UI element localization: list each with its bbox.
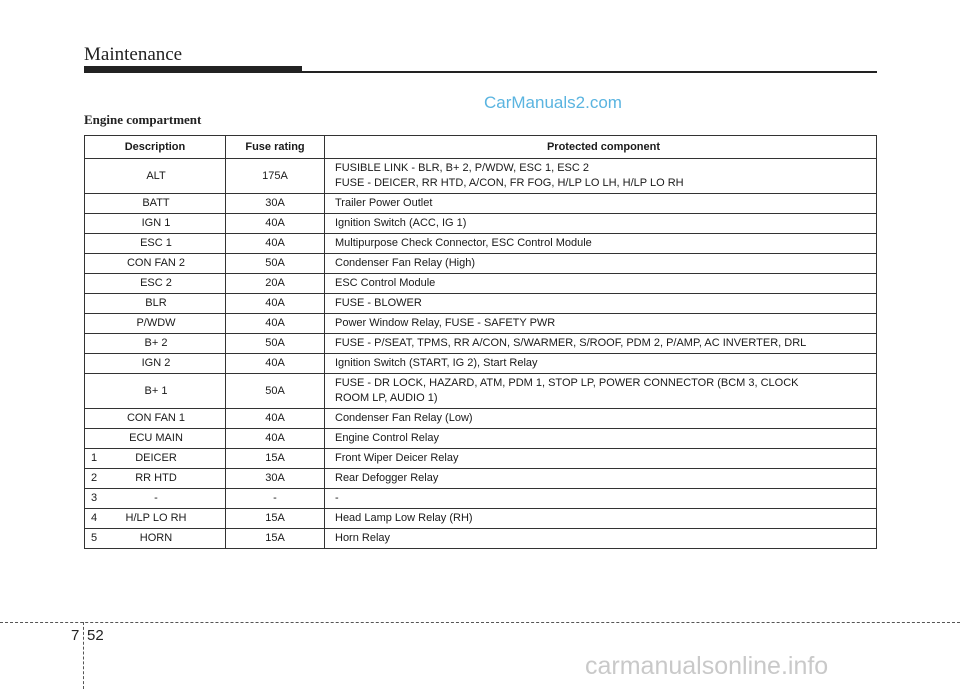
fuse-description: ESC 1 bbox=[140, 237, 172, 249]
protected-component-line: FUSE - BLOWER bbox=[335, 297, 422, 309]
cell-protected-component bbox=[325, 214, 877, 234]
page-chapter-number: 7 bbox=[71, 627, 80, 644]
cell-description bbox=[85, 159, 226, 194]
description-wrap bbox=[89, 196, 221, 211]
fuse-description: DEICER bbox=[135, 452, 177, 464]
table-header-row bbox=[85, 136, 877, 159]
table-row bbox=[85, 529, 877, 549]
protected-component-line: - bbox=[335, 492, 339, 504]
fuse-table-body bbox=[85, 159, 877, 549]
description-wrap bbox=[89, 276, 221, 291]
footer-dashed-divider bbox=[83, 622, 84, 689]
description-wrap bbox=[89, 384, 221, 399]
protected-component-line: FUSIBLE LINK - BLR, B+ 2, P/WDW, ESC 1, ESC 2 bbox=[335, 162, 589, 174]
cell-description bbox=[85, 529, 226, 549]
table-row bbox=[85, 334, 877, 354]
fuse-description: HORN bbox=[139, 532, 173, 544]
table-row bbox=[85, 409, 877, 429]
protected-component-line: Head Lamp Low Relay (RH) bbox=[335, 512, 473, 524]
table-row bbox=[85, 274, 877, 294]
section-title: Engine compartment bbox=[84, 112, 202, 127]
description-wrap bbox=[89, 216, 221, 231]
fuse-description: ECU MAIN bbox=[129, 432, 183, 444]
cell-description bbox=[85, 409, 226, 429]
cell-fuse-rating: 40A bbox=[226, 314, 325, 334]
cell-protected-component bbox=[325, 469, 877, 489]
cell-description bbox=[85, 334, 226, 354]
cell-description bbox=[85, 469, 226, 489]
protected-component-line: Ignition Switch (START, IG 2), Start Relay bbox=[335, 357, 538, 369]
table-row bbox=[85, 314, 877, 334]
cell-protected-component bbox=[325, 449, 877, 469]
protected-component-line: FUSE - DEICER, RR HTD, A/CON, FR FOG, H/LP LO LH, H/LP LO RH bbox=[335, 177, 684, 189]
protected-component-line: Multipurpose Check Connector, ESC Control Module bbox=[335, 237, 592, 249]
description-wrap bbox=[89, 336, 221, 351]
cell-protected-component bbox=[325, 374, 877, 409]
protected-component-line: FUSE - P/SEAT, TPMS, RR A/CON, S/WARMER, S/ROOF, PDM 2, P/AMP, AC INVERTER, DRL bbox=[335, 337, 807, 349]
table-row bbox=[85, 374, 877, 409]
description-wrap bbox=[89, 236, 221, 251]
cell-protected-component bbox=[325, 354, 877, 374]
fuse-description: H/LP LO RH bbox=[125, 512, 187, 524]
table-row bbox=[85, 294, 877, 314]
header-thin-rule bbox=[84, 71, 877, 73]
fuse-description: CON FAN 2 bbox=[126, 257, 186, 269]
cell-description bbox=[85, 509, 226, 529]
cell-description bbox=[85, 314, 226, 334]
page-number: 52 bbox=[87, 627, 104, 644]
cell-fuse-rating: 50A bbox=[226, 374, 325, 409]
cell-description bbox=[85, 489, 226, 509]
cell-fuse-rating: - bbox=[226, 489, 325, 509]
table-row bbox=[85, 234, 877, 254]
fuse-description: IGN 2 bbox=[141, 357, 171, 369]
cell-fuse-rating: 40A bbox=[226, 354, 325, 374]
fuse-number: 4 bbox=[91, 512, 98, 524]
protected-component-line: Ignition Switch (ACC, IG 1) bbox=[335, 217, 467, 229]
description-wrap bbox=[89, 531, 221, 546]
fuse-description: B+ 1 bbox=[144, 384, 168, 397]
protected-component-line: Engine Control Relay bbox=[335, 432, 439, 444]
fuse-description: BATT bbox=[142, 197, 170, 209]
cell-fuse-rating: 15A bbox=[226, 449, 325, 469]
cell-protected-component bbox=[325, 194, 877, 214]
fuse-number: 5 bbox=[91, 532, 98, 544]
cell-protected-component bbox=[325, 334, 877, 354]
cell-protected-component bbox=[325, 314, 877, 334]
table-row bbox=[85, 194, 877, 214]
cell-fuse-rating: 30A bbox=[226, 194, 325, 214]
header-fuse-rating: Fuse rating bbox=[226, 136, 325, 159]
cell-description bbox=[85, 214, 226, 234]
fuse-description: P/WDW bbox=[136, 317, 176, 329]
table-row bbox=[85, 449, 877, 469]
protected-component-line: ESC Control Module bbox=[335, 277, 436, 289]
fuse-description: ESC 2 bbox=[140, 277, 172, 289]
table-row bbox=[85, 159, 877, 194]
cell-description bbox=[85, 449, 226, 469]
cell-fuse-rating: 40A bbox=[226, 234, 325, 254]
description-wrap bbox=[89, 169, 221, 184]
description-wrap bbox=[89, 431, 221, 446]
cell-fuse-rating: 40A bbox=[226, 409, 325, 429]
cell-protected-component bbox=[325, 274, 877, 294]
protected-component-line: ROOM LP, AUDIO 1) bbox=[335, 392, 438, 404]
fuse-number: 2 bbox=[91, 472, 98, 484]
table-row bbox=[85, 429, 877, 449]
cell-fuse-rating: 50A bbox=[226, 334, 325, 354]
cell-fuse-rating: 50A bbox=[226, 254, 325, 274]
protected-component-line: Condenser Fan Relay (High) bbox=[335, 257, 476, 269]
fuse-description: ALT bbox=[146, 169, 166, 182]
cell-protected-component bbox=[325, 489, 877, 509]
cell-fuse-rating: 20A bbox=[226, 274, 325, 294]
header-description: Description bbox=[85, 136, 226, 159]
cell-description bbox=[85, 194, 226, 214]
fuse-description: B+ 2 bbox=[144, 337, 168, 349]
cell-protected-component bbox=[325, 529, 877, 549]
page-header-title: Maintenance bbox=[84, 44, 183, 65]
description-wrap bbox=[89, 356, 221, 371]
cell-fuse-rating: 30A bbox=[226, 469, 325, 489]
description-wrap bbox=[89, 296, 221, 311]
description-wrap bbox=[89, 491, 221, 506]
protected-component-line: Front Wiper Deicer Relay bbox=[335, 452, 459, 464]
fuse-description: BLR bbox=[145, 297, 167, 309]
protected-component-line: Condenser Fan Relay (Low) bbox=[335, 412, 473, 424]
cell-fuse-rating: 15A bbox=[226, 529, 325, 549]
cell-protected-component bbox=[325, 429, 877, 449]
fuse-number: 1 bbox=[91, 452, 98, 464]
description-wrap bbox=[89, 256, 221, 271]
cell-fuse-rating: 15A bbox=[226, 509, 325, 529]
protected-component-line: Rear Defogger Relay bbox=[335, 472, 439, 484]
protected-component-line: Power Window Relay, FUSE - SAFETY PWR bbox=[335, 317, 556, 329]
cell-fuse-rating: 40A bbox=[226, 429, 325, 449]
watermark-bottom: carmanualsonline.info bbox=[585, 652, 829, 680]
description-wrap bbox=[89, 511, 221, 526]
fuse-description: RR HTD bbox=[135, 472, 177, 484]
header-protected-component: Protected component bbox=[325, 136, 877, 159]
table-row bbox=[85, 354, 877, 374]
cell-fuse-rating: 40A bbox=[226, 214, 325, 234]
table-row bbox=[85, 469, 877, 489]
cell-description bbox=[85, 354, 226, 374]
description-wrap bbox=[89, 316, 221, 331]
cell-protected-component bbox=[325, 254, 877, 274]
cell-fuse-rating: 40A bbox=[226, 294, 325, 314]
fuse-description: IGN 1 bbox=[141, 217, 171, 229]
footer-dashed-rule bbox=[0, 622, 960, 623]
cell-description bbox=[85, 294, 226, 314]
watermark-top: CarManuals2.com bbox=[484, 93, 622, 112]
cell-description bbox=[85, 234, 226, 254]
cell-description bbox=[85, 274, 226, 294]
cell-description bbox=[85, 429, 226, 449]
cell-protected-component bbox=[325, 159, 877, 194]
cell-protected-component bbox=[325, 294, 877, 314]
table-row bbox=[85, 509, 877, 529]
cell-description bbox=[85, 374, 226, 409]
description-wrap bbox=[89, 451, 221, 466]
table-row bbox=[85, 254, 877, 274]
fuse-description: - bbox=[154, 492, 158, 504]
description-wrap bbox=[89, 411, 221, 426]
description-wrap bbox=[89, 471, 221, 486]
cell-protected-component bbox=[325, 509, 877, 529]
fuse-description: CON FAN 1 bbox=[126, 412, 186, 424]
fuse-number: 3 bbox=[91, 492, 98, 504]
table-row bbox=[85, 489, 877, 509]
table-row bbox=[85, 214, 877, 234]
fuse-table bbox=[84, 135, 877, 549]
cell-protected-component bbox=[325, 409, 877, 429]
cell-protected-component bbox=[325, 234, 877, 254]
cell-description bbox=[85, 254, 226, 274]
protected-component-line: FUSE - DR LOCK, HAZARD, ATM, PDM 1, STOP LP, POWER CONNECTOR (BCM 3, CLOCK bbox=[335, 377, 799, 389]
protected-component-line: Horn Relay bbox=[335, 532, 391, 544]
protected-component-line: Trailer Power Outlet bbox=[335, 197, 433, 209]
cell-fuse-rating: 175A bbox=[226, 159, 325, 194]
